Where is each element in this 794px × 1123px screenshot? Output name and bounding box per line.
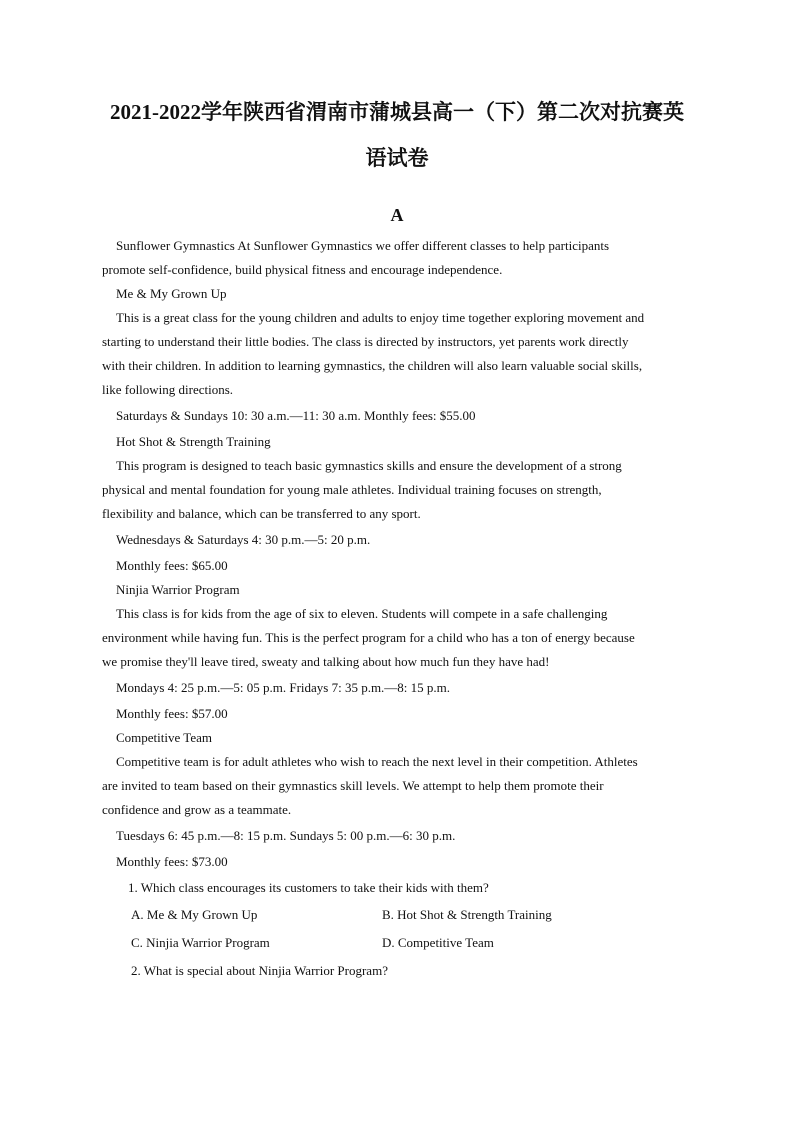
question-2: 2. What is special about Ninjia Warrior Program? [131, 963, 388, 978]
class-name-competitive-team: Competitive Team [116, 730, 212, 745]
class-schedule: Mondays 4: 25 p.m.—5: 05 p.m. Fridays 7: 35 p.m.—8: 15 p.m. [116, 680, 451, 695]
class-fee: Monthly fees: $73.00 [116, 854, 228, 869]
document-title-line-1: 2021-2022学年陕西省渭南市蒲城县高一（下）第二次对抗赛英 [110, 100, 684, 124]
class-name-me-and-my-grown-up: Me & My Grown Up [116, 286, 227, 301]
passage-body [102, 234, 687, 874]
class-desc-line: Competitive team is for adult athletes who wish to reach the next level in their competition. Athletes [116, 754, 638, 769]
class-desc-line: This class is for kids from the age of six to eleven. Students will compete in a safe challenging [116, 606, 608, 621]
class-schedule: Wednesdays & Saturdays 4: 30 p.m.—5: 20 p.m. [116, 532, 371, 547]
class-fee: Monthly fees: $57.00 [116, 706, 228, 721]
intro-line-2: promote self-confidence, build physical fitness and encourage independence. [102, 262, 503, 277]
class-desc-line: This program is designed to teach basic gymnastics skills and ensure the development of a strong [116, 458, 622, 473]
q1-option-d: D. Competitive Team [382, 935, 494, 950]
question-1: 1. Which class encourages its customers to take their kids with them? [128, 880, 489, 895]
q1-option-c: C. Ninjia Warrior Program [131, 935, 270, 950]
q1-option-a: A. Me & My Grown Up [131, 907, 258, 922]
class-desc-line: like following directions. [102, 382, 234, 397]
class-desc-line: confidence and grow as a teammate. [102, 802, 292, 817]
class-desc-line: flexibility and balance, which can be transferred to any sport. [102, 506, 421, 521]
document-title-line-2: 语试卷 [365, 146, 429, 170]
class-desc-line: we promise they'll leave tired, sweaty and talking about how much fun they have had! [102, 654, 550, 669]
section-heading: A [390, 205, 404, 225]
class-desc-line: physical and mental foundation for young male athletes. Individual training focuses on strength, [102, 482, 602, 497]
class-desc-line: environment while having fun. This is the perfect program for a child who has a ton of energy because [102, 630, 635, 645]
class-desc-line: This is a great class for the young children and adults to enjoy time together exploring movement and [116, 310, 645, 325]
class-name-ninjia-warrior: Ninjia Warrior Program [116, 582, 240, 597]
class-name-hot-shot: Hot Shot & Strength Training [116, 434, 271, 449]
class-desc-line: starting to understand their little bodies. The class is directed by instructors, yet parents work directly [102, 334, 629, 349]
class-schedule: Saturdays & Sundays 10: 30 a.m.—11: 30 a.m. Monthly fees: $55.00 [116, 408, 476, 423]
class-desc-line: with their children. In addition to learning gymnastics, the children will also learn valuable social skills, [102, 358, 643, 373]
class-fee: Monthly fees: $65.00 [116, 558, 228, 573]
class-schedule: Tuesdays 6: 45 p.m.—8: 15 p.m. Sundays 5: 00 p.m.—6: 30 p.m. [116, 828, 456, 843]
q1-option-b: B. Hot Shot & Strength Training [382, 907, 552, 922]
class-desc-line: are invited to team based on their gymnastics skill levels. We attempt to help them promote their [102, 778, 604, 793]
intro-line-1: Sunflower Gymnastics At Sunflower Gymnastics we offer different classes to help participants [116, 238, 610, 253]
